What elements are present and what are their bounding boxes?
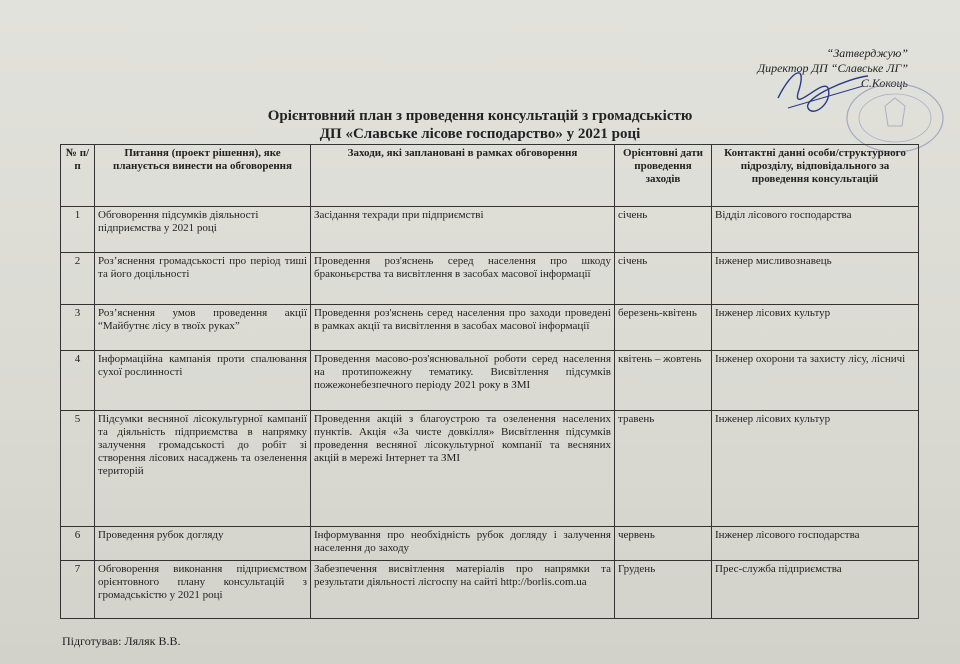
row-dates: січень xyxy=(615,207,712,253)
row-measures: Проведення масово-роз'яснювальної роботи серед населення на протипожежну тематику. Висвітлення підсумків пожежонебезпечного періоду 2021 року в ЗМІ xyxy=(311,351,615,411)
consultation-plan-table xyxy=(60,144,919,619)
row-number: 6 xyxy=(61,527,95,561)
row-dates: січень xyxy=(615,253,712,305)
row-contact: Інженер лісових культур xyxy=(712,305,919,351)
col-header-contact: Контактні данні особи/структурного підрозділу, відповідального за проведення консультацій xyxy=(712,145,919,207)
row-issue: Обговорення підсумків діяльності підприємства у 2021 році xyxy=(95,207,311,253)
row-issue: Обговорення виконання підприємством орієнтовного плану консультацій з громадськістю у 2021 році xyxy=(95,561,311,619)
row-issue: Інформаційна кампанія проти спалювання сухої рослинності xyxy=(95,351,311,411)
approval-line-2: Директор ДП “Славське ЛГ” xyxy=(757,61,908,75)
table-row xyxy=(61,561,919,619)
table-header-row xyxy=(61,145,919,207)
approval-line-3: С.Кокоць xyxy=(860,76,908,90)
row-contact: Інженер лісового господарства xyxy=(712,527,919,561)
table-row xyxy=(61,527,919,561)
approval-line-1: “Затверджую” xyxy=(826,46,908,60)
table-row xyxy=(61,411,919,527)
row-measures: Засідання техради при підприємстві xyxy=(311,207,615,253)
row-dates: Грудень xyxy=(615,561,712,619)
row-measures: Проведення акцій з благоустрою та озеленення населених пунктів. Акція «За чисте довкілля» Висвітлення підсумків проведення весняної лісокультурної компанії та весняних акцій в мережі Інтернет та ЗМІ xyxy=(311,411,615,527)
col-header-measures: Заходи, які заплановані в рамках обговорення xyxy=(311,145,615,207)
row-measures: Забезпечення висвітлення матеріалів про напрямки та результати діяльності лісгоспу на сайті http://borlis.com.ua xyxy=(311,561,615,619)
table-row xyxy=(61,351,919,411)
row-issue: Роз’яснення умов проведення акції “Майбутнє лісу в твоїх руках” xyxy=(95,305,311,351)
row-number: 3 xyxy=(61,305,95,351)
row-dates: травень xyxy=(615,411,712,527)
row-dates: червень xyxy=(615,527,712,561)
document-title-line-2: ДП «Славське лісове господарство» у 2021 році xyxy=(319,126,641,142)
row-contact: Інженер лісових культур xyxy=(712,411,919,527)
row-number: 4 xyxy=(61,351,95,411)
row-measures: Проведення роз'яснень серед населення про заходи проведені в рамках акції та висвітлення в засобах масової інформації xyxy=(311,305,615,351)
row-number: 1 xyxy=(61,207,95,253)
table-row xyxy=(61,207,919,253)
document-title-line-1: Орієнтовний план з проведення консультацій з громадськістю xyxy=(267,108,693,124)
row-measures: Інформування про необхідність рубок догляду і залучення населення до заходу xyxy=(311,527,615,561)
row-contact: Відділ лісового господарства xyxy=(712,207,919,253)
row-contact: Інженер охорони та захисту лісу, лісничі xyxy=(712,351,919,411)
col-header-issue: Питання (проект рішення), яке планується винести на обговорення xyxy=(95,145,311,207)
row-dates: березень-квітень xyxy=(615,305,712,351)
col-header-dates: Орієнтовні дати проведення заходів xyxy=(615,145,712,207)
prepared-by: Підготував: Ляляк В.В. xyxy=(62,634,181,648)
table-row xyxy=(61,253,919,305)
row-issue: Проведення рубок догляду xyxy=(95,527,311,561)
row-measures: Проведення роз'яснень серед населення про шкоду браконьєрства та висвітлення в засобах масової інформації xyxy=(311,253,615,305)
row-issue: Підсумки весняної лісокультурної кампанії та діяльність підприємства в напрямку залучення громадськості до робіт зі створення лісових насаджень та озеленення територій xyxy=(95,411,311,527)
row-dates: квітень – жовтень xyxy=(615,351,712,411)
row-issue: Роз’яснення громадськості про період тиші та його доцільності xyxy=(95,253,311,305)
row-contact: Прес-служба підприємства xyxy=(712,561,919,619)
table-row xyxy=(61,305,919,351)
row-contact: Інженер мисливознавець xyxy=(712,253,919,305)
row-number: 2 xyxy=(61,253,95,305)
row-number: 7 xyxy=(61,561,95,619)
col-header-number: № п/п xyxy=(61,145,95,207)
row-number: 5 xyxy=(61,411,95,527)
